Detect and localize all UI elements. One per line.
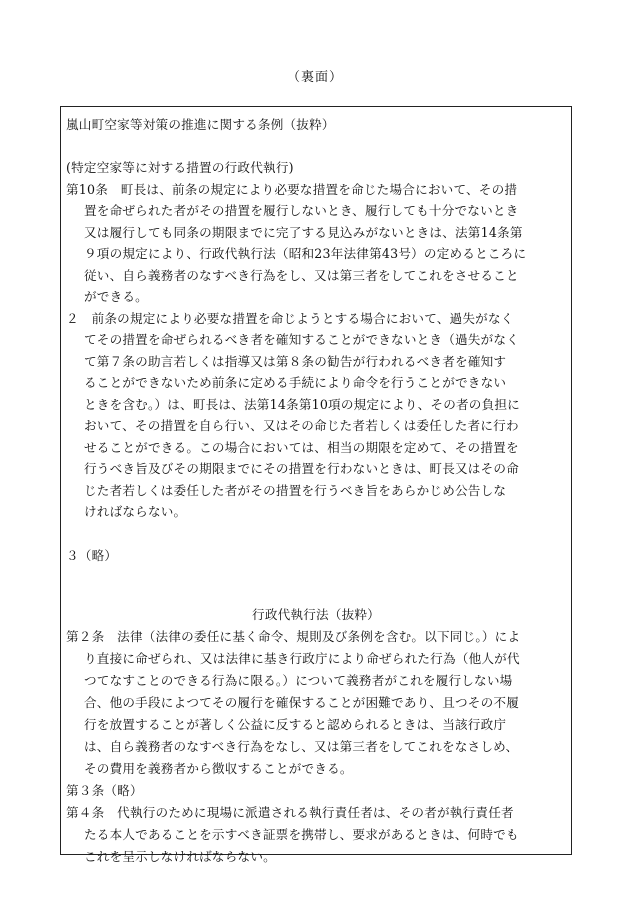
paragraph2-line-2: てその措置を命ぜられるべき者を確知することができないとき（過失がなく [84, 332, 519, 347]
article10-line-4: ９項の規定により、行政代執行法（昭和23年法律第43号）の定めるところに [84, 246, 527, 261]
paragraph2-line-4: ることができないため前条に定める手続により命令を行うことができない [84, 375, 507, 390]
paragraph2-line-10: ければならない。 [84, 504, 187, 519]
ordinance-subheading: (特定空家等に対する措置の行政代執行) [66, 160, 294, 175]
act-article2-line-6: は、自ら義務者のなすべき行為をなし、又は第三者をしてこれをなさしめ、 [84, 739, 519, 754]
paragraph2-line-1: ２ 前条の規定により必要な措置を命じようとする場合において、過失がなく [66, 311, 514, 326]
excerpt-frame [60, 106, 572, 864]
act-article2-line-5: 行を放置することが著しく公益に反すると認められるときは、当該行政庁 [84, 717, 507, 732]
act-article2-line-2: り直接に命ぜられ、又は法律に基き行政庁により命ぜられた行為（他人が代 [84, 651, 520, 666]
paragraph2-line-5: ときを含む。）は、町長は、法第14条第10項の規定により、その者の負担に [84, 397, 520, 412]
article10-line-6: ができる。 [84, 289, 148, 304]
act-article4-line-1: 第４条 代執行のために現場に派遣される執行責任者は、その者が執行責任者 [66, 805, 514, 820]
paragraph2-line-6: おいて、その措置を自ら行い、又はその命じた者若しくは委任した者に行わ [84, 418, 519, 433]
act-article4-line-3: これを呈示しなければならない。 [84, 849, 276, 864]
act-article4-line-2: たる本人であることを示すべき証票を携帯し、要求があるときは、何時でも [84, 827, 519, 842]
paragraph3: ３（略） [66, 548, 118, 563]
page-heading: （裏面） [286, 70, 343, 85]
paragraph2-line-9: じた者若しくは委任した者がその措置を行うべき旨をあらかじめ公告しな [84, 483, 507, 498]
paragraph2-line-3: て第７条の助言若しくは指導又は第８条の勧告が行われるべき者を確知す [84, 354, 507, 369]
act-article2-line-7: その費用を義務者から徴収することができる。 [84, 761, 353, 776]
article10-line-1: 第10条 町長は、前条の規定により必要な措置を命じた場合において、その措 [66, 182, 518, 197]
ordinance-title: 嵐山町空家等対策の推進に関する条例（抜粋） [66, 117, 335, 132]
paragraph2-line-7: せることができる。この場合においては、相当の期限を定めて、その措置を [84, 440, 519, 455]
article10-line-2: 置を命ぜられた者がその措置を履行しないとき、履行しても十分でないとき [84, 203, 519, 218]
paragraph2-line-8: 行うべき旨及びその期限までにその措置を行わないときは、町長又はその命 [84, 461, 519, 476]
act-article2-line-3: つてなすことのできる行為に限る。）について義務者がこれを履行しない場 [84, 673, 513, 688]
act-title: 行政代執行法（抜粋） [252, 607, 380, 622]
act-article3: 第３条（略） [66, 783, 143, 798]
act-article2-line-4: 合、他の手段によつてその履行を確保することが困難であり、且つその不履 [84, 695, 519, 710]
act-article2-line-1: 第２条 法律（法律の委任に基く命令、規則及び条例を含む。以下同じ。）によ [66, 629, 521, 644]
article10-line-5: 従い、自ら義務者のなすべき行為をし、又は第三者をしてこれをさせること [84, 268, 519, 283]
article10-line-3: 又は履行しても同条の期限までに完了する見込みがないときは、法第14条第 [84, 225, 523, 240]
